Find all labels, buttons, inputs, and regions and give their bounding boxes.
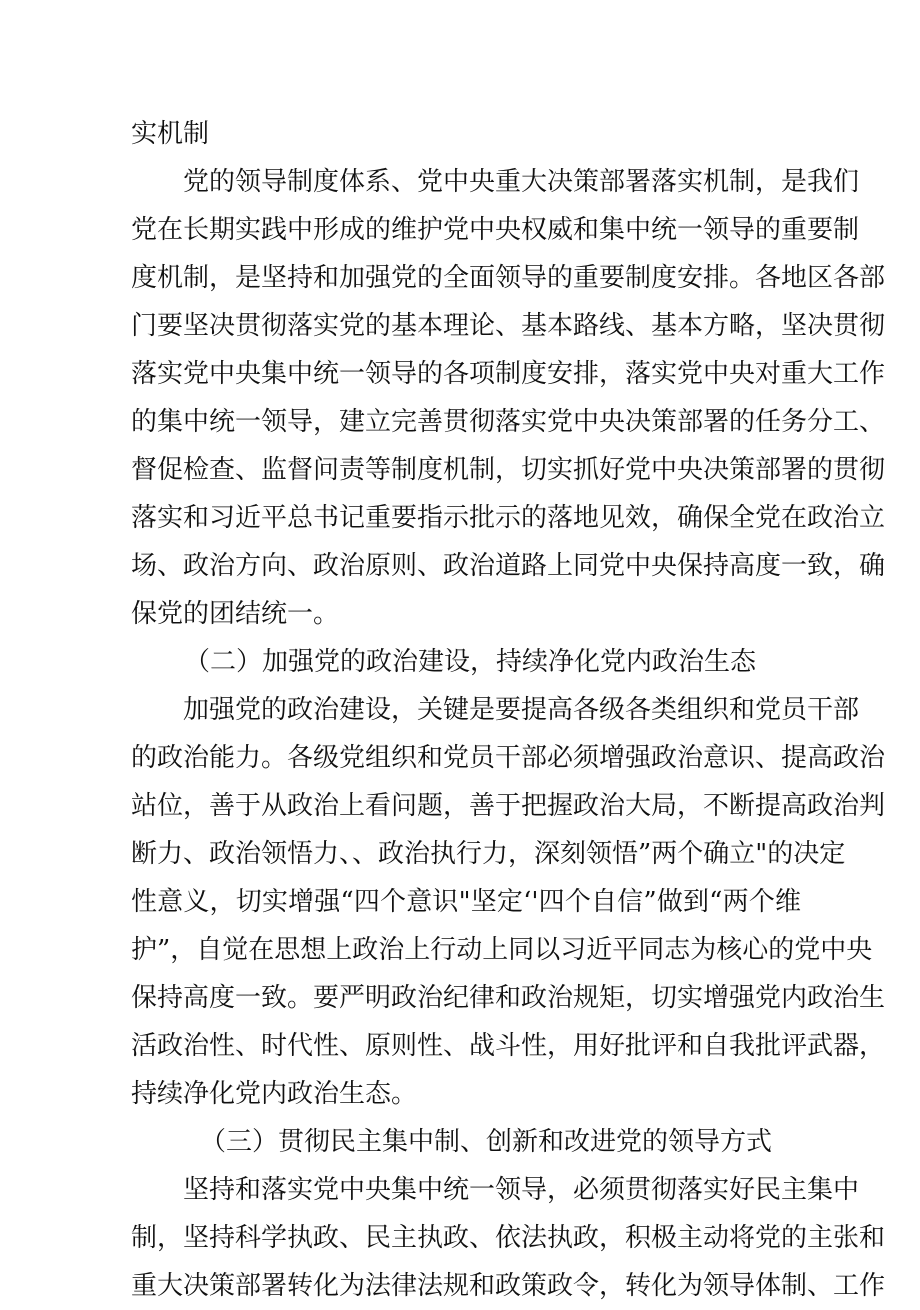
text-line: 断力、政治领悟力、、政治执行力，深刻领悟”两个确立"的决定: [131, 839, 846, 869]
text-line: 督促检查、监督问责等制度机制，切实抓好党中央决策部署的贯彻: [131, 455, 886, 485]
text-line: 持续净化党内政治生态。: [131, 1079, 418, 1109]
text-line: 站位，善于从政治上看问题，善于把握政治大局，不断提高政治判: [131, 791, 886, 821]
text-line: 门要坚决贯彻落实党的基本理论、基本路线、基本方略，坚决贯彻: [131, 311, 886, 341]
paragraph-first-line: 党的领导制度体系、党中央重大决策部署落实机制，是我们: [183, 167, 860, 197]
text-line: 性意义，切实增强“四个意识"坚定‘'四个自信”做到“两个维: [131, 887, 801, 917]
text-line: 党在长期实践中形成的维护党中央权威和集中统一领导的重要制: [131, 215, 860, 245]
text-line: 场、政治方向、政治原则、政治道路上同党中央保持高度一致，确: [131, 551, 886, 581]
text-line: 落实党中央集中统一领导的各项制度安排，落实党中央对重大工作: [131, 359, 886, 389]
text-line: 的集中统一领导，建立完善贯彻落实党中央决策部署的任务分工、: [131, 407, 886, 437]
paragraph-first-line: 加强党的政治建设，关键是要提高各级各类组织和党员干部: [183, 695, 860, 725]
text-line: 落实和习近平总书记重要指示批示的落地见效，确保全党在政治立: [131, 503, 886, 533]
paragraph-first-line: 坚持和落实党中央集中统一领导，必须贯彻落实好民主集中: [183, 1175, 860, 1205]
text-line: 重大决策部署转化为法律法规和政策政令，转化为领导体制、工作: [131, 1271, 886, 1301]
section-heading: （二）加强党的政治建设，持续净化党内政治生态: [184, 647, 757, 677]
text-line: 保持高度一致。要严明政治纪律和政治规矩，切实增强党内政治生: [131, 983, 886, 1013]
text-line: 实机制: [131, 119, 210, 149]
text-line: 度机制，是坚持和加强党的全面领导的重要制度安排。各地区各部: [131, 263, 886, 293]
text-line: 护”，自觉在思想上政治上行动上同以习近平同志为核心的党中央: [131, 935, 873, 965]
text-line: 的政治能力。各级党组织和党员干部必须增强政治意识、提高政治: [131, 743, 886, 773]
text-line: 制，坚持科学执政、民主执政、依法执政，积极主动将党的主张和: [131, 1223, 886, 1253]
text-line: 保党的团结统一。: [131, 599, 340, 629]
section-heading: （三）贯彻民主集中制、创新和改进党的领导方式: [200, 1127, 773, 1157]
text-line: 活政治性、时代性、原则性、战斗性，用好批评和自我批评武器，: [131, 1031, 886, 1061]
